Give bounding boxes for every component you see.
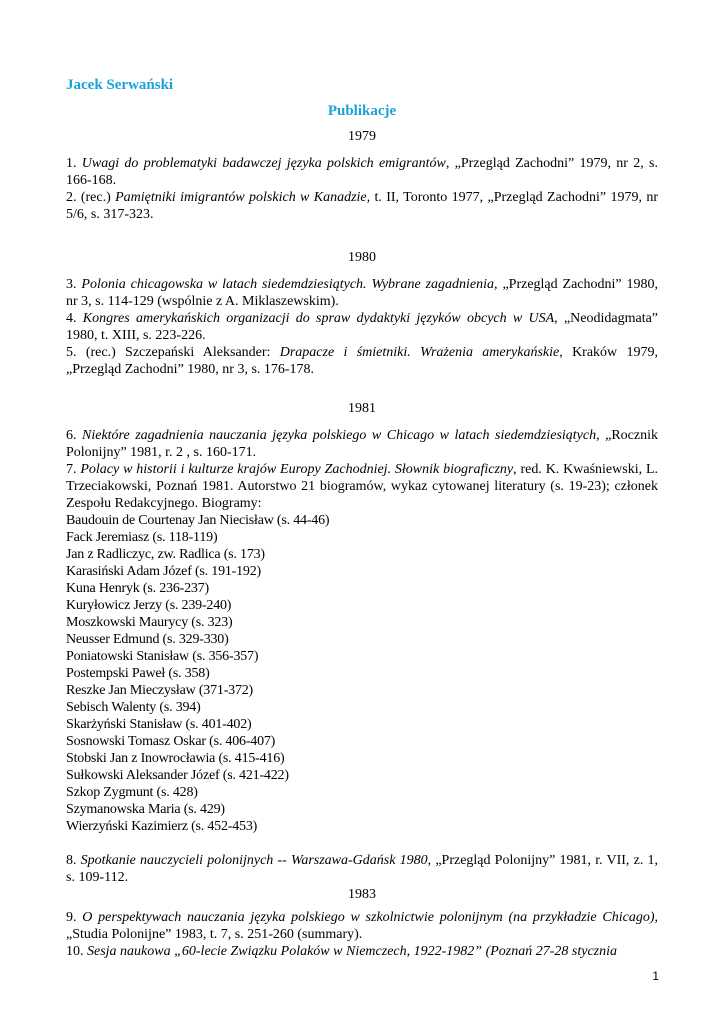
- entry-details: , „Przegląd Zachodni” 1979, nr 2, s. 166-168.: [66, 156, 658, 188]
- biogram-item: Neusser Edmund (s. 329-330): [66, 632, 229, 647]
- entry-number: 4.: [66, 311, 83, 326]
- biogram-item: Poniatowski Stanisław (s. 356-357): [66, 649, 259, 664]
- entry-details: , „Rocznik Polonijny” 1981, r. 2 , s. 160-171.: [66, 428, 659, 460]
- entry-number: 10.: [66, 944, 87, 959]
- biogram-item: Kuna Henryk (s. 236-237): [66, 581, 209, 596]
- entry-title: Spotkanie nauczycieli polonijnych -- Warszawa-Gdańsk 1980: [80, 853, 428, 868]
- author-name: Jacek Serwański: [66, 77, 174, 93]
- entry-title: Kongres amerykańskich organizacji do spraw dydaktyki języków obcych w USA,: [82, 311, 558, 326]
- entry-details: „Przegląd Zachodni” 1980, nr 3, s. 114-129 (wspólnie z A. Miklaszewskim).: [66, 277, 659, 309]
- publication-entry-7: [66, 461, 658, 512]
- biogram-item: Jan z Radliczyc, zw. Radlica (s. 173): [66, 547, 265, 562]
- entry-number: 6.: [66, 428, 83, 443]
- year-heading-1983: 1983: [348, 887, 376, 902]
- entry-details: , „Przegląd Polonijny” 1981, r. VII, z. 1, s. 109-112.: [66, 853, 658, 885]
- entry-title: Uwagi do problematyki badawczej języka polskich emigrantów: [81, 156, 446, 171]
- year-heading-1979: 1979: [348, 129, 376, 144]
- year-heading-1980: 1980: [348, 250, 376, 265]
- entry-title: O perspektywach nauczania języka polskiego w szkolnictwie polonijnym (na przykładzie Chicago),: [82, 910, 658, 925]
- entry-number: 1.: [66, 156, 82, 171]
- publication-entry-1: [66, 155, 658, 189]
- section-1980: [66, 249, 658, 378]
- entry-details: t. II, Toronto 1977, „Przegląd Zachodni” 1979, nr 5/6, s. 317-323.: [66, 190, 658, 222]
- entry-number: 2. (rec.): [66, 190, 116, 205]
- biogram-item: Sułkowski Aleksander Józef (s. 421-422): [66, 768, 289, 783]
- biogram-item: Skarżyński Stanisław (s. 401-402): [66, 717, 252, 732]
- biogram-item: Karasiński Adam Józef (s. 191-192): [66, 564, 261, 579]
- publication-entry-10: [66, 943, 658, 960]
- publication-entry-8: [66, 852, 658, 886]
- entry-title: Drapacze i śmietniki. Wrażenia amerykańskie,: [279, 345, 563, 360]
- biogram-item: Fack Jeremiasz (s. 118-119): [66, 530, 218, 545]
- biogram-item: Moszkowski Maurycy (s. 323): [66, 615, 233, 630]
- entry-title: Polacy w historii i kulturze krajów Europy Zachodniej. Słownik biograficzny: [80, 462, 514, 477]
- page-number: 1: [652, 969, 659, 983]
- publication-entry-5: [66, 344, 658, 378]
- biogram-item: Baudouin de Courtenay Jan Niecisław (s. 44-46): [66, 513, 330, 528]
- entry-title: Sesja naukowa „60-lecie Związku Polaków w Niemczech, 1922-1982” (Poznań 27-28 stycznia: [87, 944, 617, 959]
- section-1979: [66, 128, 658, 223]
- entry-details: Kraków 1979, „Przegląd Zachodni” 1980, nr 3, s. 176-178.: [66, 345, 658, 377]
- entry-number: 9.: [66, 910, 83, 925]
- publication-entry-3: [66, 276, 658, 310]
- publication-entry-2: [66, 189, 658, 223]
- entry-number: 3.: [66, 277, 82, 292]
- biogram-item: Szkop Zygmunt (s. 428): [66, 785, 198, 800]
- year-heading-1981: 1981: [348, 401, 376, 416]
- entry-details: „Neodidagmata” 1980, t. XIII, s. 223-226.: [66, 311, 659, 343]
- biogram-item: Sosnowski Tomasz Oskar (s. 406-407): [66, 734, 276, 749]
- entry-title: Niektóre zagadnienia nauczania języka polskiego w Chicago w latach siedemdziesiątych: [82, 428, 597, 443]
- page-title: Publikacje: [327, 103, 397, 119]
- biogram-list: [66, 512, 658, 835]
- section-1983: [66, 886, 658, 960]
- entry-number: 7.: [66, 462, 81, 477]
- biogram-item: Wierzyński Kazimierz (s. 452-453): [66, 819, 258, 834]
- biogram-item: Stobski Jan z Inowrocławia (s. 415-416): [66, 751, 285, 766]
- publication-entry-9: [66, 909, 658, 943]
- entry-details: , red. K. Kwaśniewski, L. Trzeciakowski, Poznań 1981. Autorstwo 21 biogramów, wykaz cytowanej literatury (s. 19-23); członek Zespołu Redakcyjnego. Biogramy:: [66, 462, 658, 511]
- biogram-item: Postempski Paweł (s. 358): [66, 666, 210, 681]
- section-1981: [66, 400, 658, 835]
- publication-entry-4: [66, 310, 658, 344]
- biogram-item: Sebisch Walenty (s. 394): [66, 700, 201, 715]
- entry-title: Pamiętniki imigrantów polskich w Kanadzie,: [115, 190, 371, 205]
- entry-number: 8.: [66, 853, 81, 868]
- entry-details: „Studia Polonijne” 1983, t. 7, s. 251-260 (summary).: [66, 927, 363, 942]
- publication-entry-6: [66, 427, 658, 461]
- biogram-item: Kuryłowicz Jerzy (s. 239-240): [66, 598, 232, 613]
- publication-entry-8-block: [66, 852, 658, 886]
- entry-number: 5. (rec.) Szczepański Aleksander:: [66, 345, 280, 360]
- biogram-item: Szymanowska Maria (s. 429): [66, 802, 225, 817]
- biogram-item: Reszke Jan Mieczysław (371-372): [66, 683, 254, 698]
- entry-title: Polonia chicagowska w latach siedemdziesiątych. Wybrane zagadnienia,: [81, 277, 498, 292]
